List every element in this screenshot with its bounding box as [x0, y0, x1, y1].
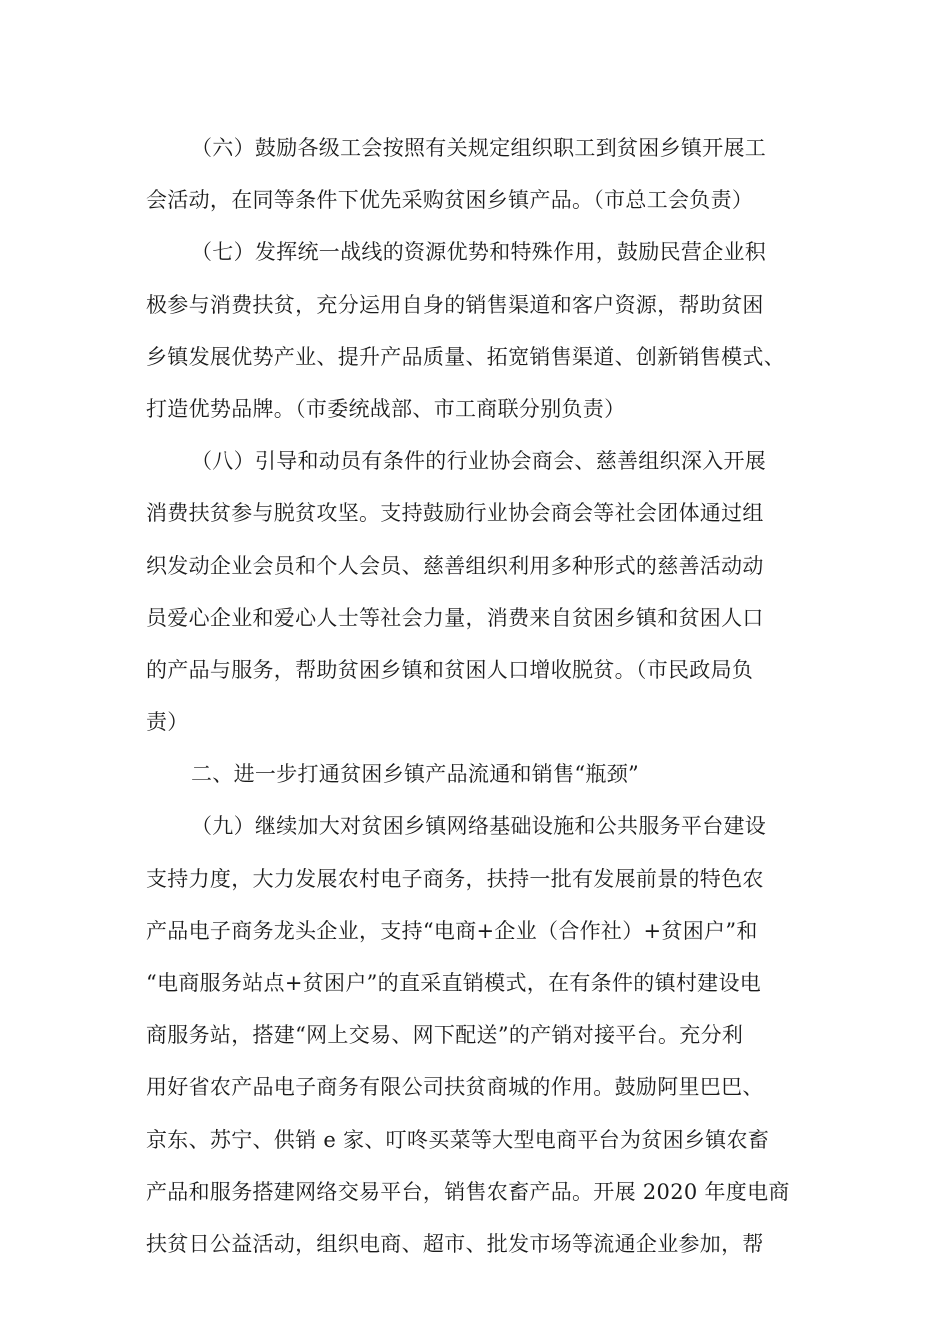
text-line: 产品电子商务龙头企业，支持“电商+企业（合作社）+贫困户”和 [146, 918, 758, 943]
text-line: 责） [146, 710, 189, 735]
text-line: （九）继续加大对贫困乡镇网络基础设施和公共服务平台建设 [191, 814, 767, 839]
text-line: （七）发挥统一战线的资源优势和特殊作用，鼓励民营企业积 [191, 240, 767, 265]
text-line: 极参与消费扶贫，充分运用自身的销售渠道和客户资源，帮助贫困 [146, 292, 764, 317]
text-line: 京东、苏宁、供销 e 家、叮咚买菜等大型电商平台为贫困乡镇农畜 [146, 1127, 770, 1152]
text-line: （六）鼓励各级工会按照有关规定组织职工到贫困乡镇开展工 [191, 136, 767, 160]
text-line: 员爱心企业和爱心人士等社会力量，消费来自贫困乡镇和贫困人口 [146, 605, 764, 630]
text-line: 消费扶贫参与脱贫攻坚。支持鼓励行业协会商会等社会团体通过组 [146, 501, 764, 526]
text-line: 会活动，在同等条件下优先采购贫困乡镇产品。（市总工会负责） [146, 188, 754, 213]
text-line: 扶贫日公益活动，组织电商、超市、批发市场等流通企业参加，帮 [146, 1231, 764, 1256]
text-line: “电商服务站点+贫困户”的直采直销模式，在有条件的镇村建设电 [146, 971, 762, 995]
text-line: 用好省农产品电子商务有限公司扶贫商城的作用。鼓励阿里巴巴、 [146, 1075, 764, 1100]
text-line: 的产品与服务，帮助贫困乡镇和贫困人口增收脱贫。（市民政局负 [146, 657, 754, 682]
text-line: （八）引导和动员有条件的行业协会商会、慈善组织深入开展 [191, 449, 767, 474]
text-line: 二、进一步打通贫困乡镇产品流通和销售“瓶颈” [191, 762, 640, 787]
text-line: 商服务站，搭建“网上交易、网下配送”的产销对接平台。充分利 [146, 1023, 744, 1048]
text-line: 乡镇发展优势产业、提升产品质量、拓宽销售渠道、创新销售模式、 [146, 344, 785, 369]
text-line: 织发动企业会员和个人会员、慈善组织利用多种形式的慈善活动动 [146, 553, 764, 578]
document-body [146, 122, 806, 1270]
text-line: 产品和服务搭建网络交易平台，销售农畜产品。开展 2020 年度电商 [146, 1179, 790, 1204]
text-line: 打造优势品牌。（市委统战部、市工商联分别负责） [146, 396, 626, 421]
text-line: 支持力度，大力发展农村电子商务，扶持一批有发展前景的特色农 [146, 866, 764, 891]
